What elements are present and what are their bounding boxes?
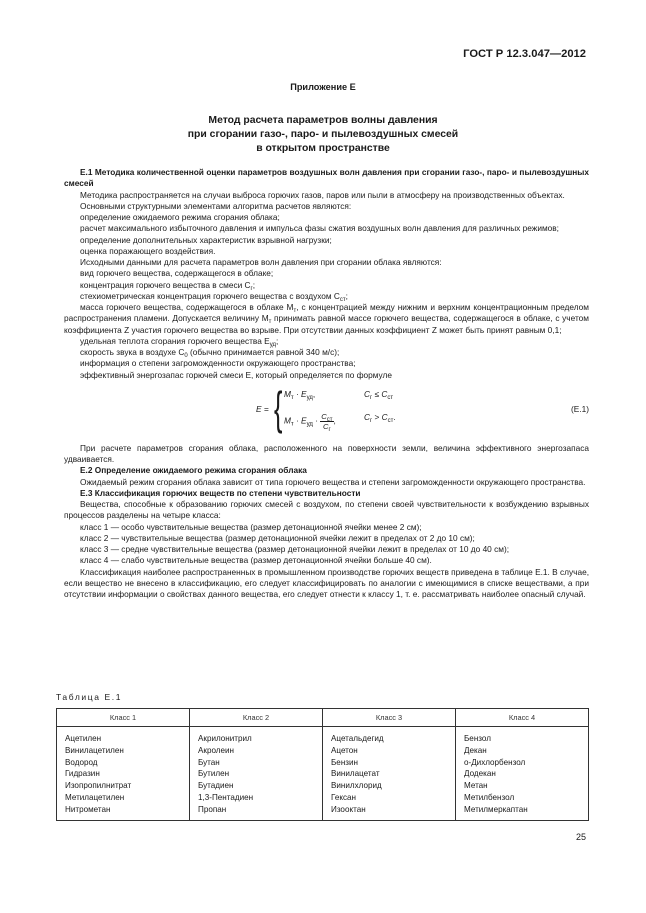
list-item: скорость звука в воздухе $С_0$ (обычно принимается равной 340 м/с); xyxy=(80,347,340,359)
title-line-1: Метод расчета параметров волны давления xyxy=(208,115,438,126)
table-cell-class-2 xyxy=(190,727,323,821)
formula-case-2: $M_т \cdot E_{уд}$ · $\frac{C_{ст}}{C_г}$ , xyxy=(284,411,336,433)
substance: Ацетилен xyxy=(65,734,102,743)
substance: Бутан xyxy=(198,757,220,767)
section-e3-heading: Е.3 Классификация горючих веществ по степени чувствительности xyxy=(80,487,361,498)
substance: Метилацетилен xyxy=(65,792,125,802)
substance: Акролеин xyxy=(198,745,234,755)
formula-number: (Е.1) xyxy=(571,403,589,414)
title-line-2: при сгорании газо-, паро- и пылевоздушных смесей xyxy=(187,129,459,140)
list-item: класс 1 — особо чувствительные вещества (размер детонационной ячейки менее 2 см); xyxy=(80,521,422,532)
list-item: класс 3 — средне чувствительные вещества (размер детонационной ячейки лежит в пределах от 10 до 40 см); xyxy=(80,544,510,554)
substance: Метилбензол xyxy=(464,792,515,802)
formula-fraction: $\frac{C_{ст}}{C_г}$ xyxy=(321,411,333,433)
list-item: стехиометрическая концентрация горючего вещества с воздухом $С_{ст}$; xyxy=(80,290,348,303)
paragraph: При расчете параметров сгорания облака, расположенного на поверхности земли, величина эффективного энергозапаса удваивается. xyxy=(64,442,589,464)
substance: Ацетальдегид xyxy=(331,734,384,743)
appendix-label: Приложение Е xyxy=(290,82,356,92)
substance: Пропан xyxy=(198,804,227,814)
document-body xyxy=(64,167,589,600)
page-number: 25 xyxy=(575,832,586,842)
substance: Изопропилнитрат xyxy=(65,781,132,790)
table-cell-class-1 xyxy=(57,727,190,821)
paragraph: Вещества, способные к образованию горючих смесей с воздухом, по степени своей чувствительности к возбуждению взрывных процессов разделены на четыре класса: xyxy=(64,499,589,521)
list-item: класс 2 — чувствительные вещества (размер детонационной ячейки лежит в пределах от 2 до 10 см); xyxy=(80,532,475,543)
substance: Ацетон xyxy=(331,745,358,755)
substance: Бутадиен xyxy=(198,781,234,790)
table-header-row xyxy=(57,709,589,727)
table-header-cell: Класс 1 xyxy=(57,709,190,727)
list-item: концентрация горючего вещества в смеси $С_г$; xyxy=(80,279,256,292)
list-item: информация о степени загроможденности окружающего пространства; xyxy=(80,358,356,369)
substance: Винилацетат xyxy=(331,769,380,779)
substance: Гексан xyxy=(331,792,356,802)
substance: Гидразин xyxy=(65,769,100,779)
substance: Додекан xyxy=(464,769,496,779)
substance: Винилхлорид xyxy=(331,781,382,790)
substance: Метан xyxy=(464,781,488,790)
paragraph: Классификация наиболее распространенных в промышленном производстве горючих веществ приведена в таблице Е.1. В случае, если вещество не внесено в классификацию, его следует классифицировать по аналогии с имеющимися в списке веществами, а при отсутствии информации о свойствах данного вещества, его следует отнести к классу 1, т. е. рассматривать наиболее опасный случай. xyxy=(64,566,589,599)
table-header-cell: Класс 3 xyxy=(323,709,456,727)
formula-brace: { xyxy=(274,381,283,434)
list-item: оценка поражающего воздействия. xyxy=(80,245,216,256)
list-item: масса горючего вещества, содержащегося в облаке $М_т$, с концентрацией между нижним и верхним концентрационным пределом распространения пламени. Допускается величину $М_т$ принимать равной массе горючего вещества, содержащегося в облаке, с учетом коэффициента Z участия горючего вещества во взрыве. При отсутствии данных коэффициент Z может быть принят равным 0,1; xyxy=(64,302,589,335)
substance: Бутилен xyxy=(198,769,230,779)
substance-class-table xyxy=(56,708,589,821)
substance: 1,3-Пентадиен xyxy=(198,792,254,802)
formula-case-1: $M_т \cdot E_{уд}$, xyxy=(284,388,316,401)
list-item: удельная теплота сгорания горючего вещества $Е_{уд}$; xyxy=(80,335,279,348)
title-line-3: в открытом пространстве xyxy=(256,143,390,154)
substance: о-Дихлорбензол xyxy=(464,757,526,767)
section-e2-heading: Е.2 Определение ожидаемого режима сгорания облака xyxy=(80,465,307,476)
substance: Винилацетилен xyxy=(65,745,124,755)
list-item: определение дополнительных характеристик взрывной нагрузки; xyxy=(80,234,332,245)
substance: Декан xyxy=(464,745,487,755)
substance: Водород xyxy=(65,757,98,767)
formula-condition-2: $C_г > C_{ст}$. xyxy=(364,411,396,424)
table-header-cell: Класс 2 xyxy=(190,709,323,727)
substance: Изооктан xyxy=(331,804,366,814)
paragraph: Исходными данными для расчета параметров волн давления при сгорании облака являются: xyxy=(80,257,442,267)
paragraph: Ожидаемый режим сгорания облака зависит от типа горючего вещества и степени загроможденности окружающего пространства. xyxy=(80,476,586,487)
table-cell-class-3 xyxy=(323,727,456,821)
formula-e1 xyxy=(64,381,589,443)
substance: Нитрометан xyxy=(65,804,111,814)
list-item: расчет максимального избыточного давления и импульса фазы сжатия воздушных волн давления для различных режимов; xyxy=(80,223,559,234)
table-row xyxy=(57,727,589,821)
list-item: эффективный энергозапас горючей смеси Е, который определяется по формуле xyxy=(80,369,392,380)
section-e1-heading: Е.1 Методика количественной оценки параметров воздушных волн давления при сгорании газо-, паро- и пылевоздушных смесей xyxy=(64,167,589,189)
paragraph: Основными структурными элементами алгоритма расчетов являются: xyxy=(80,200,352,211)
list-item: определение ожидаемого режима сгорания облака; xyxy=(80,212,280,222)
table-header-cell: Класс 4 xyxy=(456,709,589,727)
list-item: класс 4 — слабо чувствительные вещества (размер детонационной ячейки больше 40 см). xyxy=(80,555,432,566)
paragraph: Методика распространяется на случаи выброса горючих газов, паров или пыли в атмосферу на производственных объектах. xyxy=(80,189,565,200)
formula-condition-1: $C_г \le C_{ст}$ xyxy=(364,388,394,401)
substance: Бензин xyxy=(331,757,358,767)
formula-lhs: E = xyxy=(256,403,269,414)
document-title xyxy=(0,114,646,156)
substance: Акрилонитрил xyxy=(198,734,252,743)
substance: Бензол xyxy=(464,734,491,743)
substance: Метилмеркаптан xyxy=(464,804,528,814)
standard-header: ГОСТ Р 12.3.047—2012 xyxy=(463,48,586,60)
list-item: вид горючего вещества, содержащегося в облаке; xyxy=(80,268,274,279)
table-caption: Таблица Е.1 xyxy=(56,692,123,702)
table-cell-class-4 xyxy=(456,727,589,821)
